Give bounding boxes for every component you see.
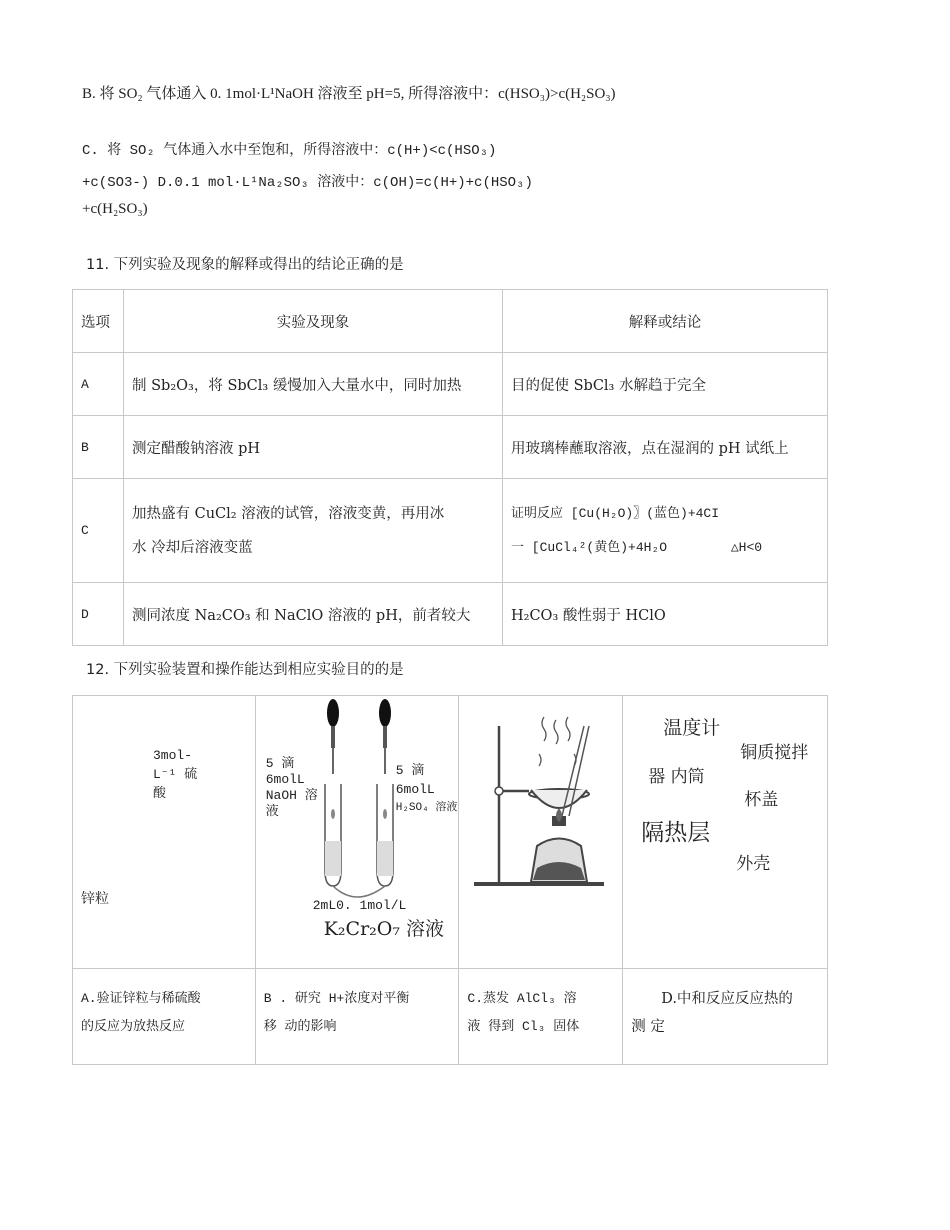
acid-label-line3: 酸	[153, 786, 167, 801]
header-option: 选项	[73, 290, 124, 353]
caption-row	[73, 969, 828, 1065]
caption-a-line1: A.验证锌粒与稀硫酸	[81, 991, 201, 1006]
caption-b-line2: 移 动的影响	[263, 1019, 337, 1034]
q12-title: 12. 下列实验装置和操作能达到相应实验目的的是	[86, 662, 404, 678]
q11-title: 11. 下列实验及现象的解释或得出的结论正确的是	[86, 257, 404, 273]
naoh-label-line3: NaOH 溶	[265, 788, 318, 803]
q11-table	[72, 289, 828, 646]
thermometer-label: 温度计	[663, 717, 721, 739]
option-d-line3: +c(H₂SO₃)	[82, 201, 148, 217]
row-c-con-line2-text: 一 [CuCl₄²(黄色)+4H₂O	[511, 539, 668, 555]
caption-d-text	[623, 969, 827, 1041]
caption-c	[459, 969, 623, 1065]
row-d-conclusion: H₂CO₃ 酸性弱于 HClO	[503, 583, 828, 646]
row-a-option: A	[73, 353, 124, 416]
figure-b-right-label	[396, 761, 458, 818]
row-a-experiment: 制 Sb₂O₃，将 SbCl₃ 缓慢加入大量水中，同时加热	[124, 353, 503, 416]
figure-a-zinc-label: 锌粒	[81, 891, 109, 907]
header-experiment: 实验及现象	[124, 290, 503, 353]
row-c-conclusion	[503, 479, 828, 583]
row-c-con-line3-text: △H<0	[730, 539, 763, 555]
row-c-exp-line1: 加热盛有 CuCl₂ 溶液的试管，溶液变黄，再用冰	[132, 505, 445, 522]
caption-d	[623, 969, 828, 1065]
h2so4-label-line3: H₂SO₄ 溶液	[395, 802, 458, 814]
row-c-con-line1: 证明反应 [Cu(H₂O)〗(蓝色)+4CI	[511, 505, 720, 521]
row-c-exp-line2: 水 冷却后溶液变蓝	[132, 539, 253, 556]
inner-cup-label: 器 内筒	[648, 767, 705, 787]
caption-d-line2: 测 定	[631, 1019, 665, 1035]
caption-a-text	[73, 969, 255, 1041]
outer-shell-label: 外壳	[736, 854, 771, 874]
figure-d-cell	[623, 696, 828, 969]
row-b-conclusion: 用玻璃棒蘸取溶液，点在湿润的 pH 试纸上	[503, 416, 828, 479]
figure-a-acid-label	[153, 746, 197, 803]
caption-c-line1: C.蒸发 AlCl₃ 溶	[467, 991, 577, 1006]
naoh-label-line2: 6molL	[265, 772, 305, 787]
caption-b-line1: B . 研究 H+浓度对平衡	[263, 991, 410, 1006]
row-a-conclusion: 目的促使 SbCl₃ 水解趋于完全	[503, 353, 828, 416]
option-c-line1: C. 将 SO₂ 气体通入水中至饱和，所得溶液中：c(H+)<c(HSO₃)	[82, 143, 497, 159]
caption-a	[73, 969, 256, 1065]
figure-a-cell	[73, 696, 256, 969]
caption-b-text	[256, 969, 459, 1041]
row-c-experiment	[124, 479, 503, 583]
header-conclusion: 解释或结论	[503, 290, 828, 353]
figure-b-left-label	[266, 756, 318, 820]
table-row	[73, 353, 828, 416]
row-c-con-line2	[511, 531, 819, 565]
row-b-experiment: 测定醋酸钠溶液 pH	[124, 416, 503, 479]
table-row	[73, 583, 828, 646]
q12-table	[72, 695, 828, 1065]
table-row	[73, 416, 828, 479]
insulation-label: 隔热层	[641, 820, 711, 846]
acid-label-line2: L⁻¹ 硫	[153, 767, 198, 782]
table-row	[73, 479, 828, 583]
h2so4-label-line1: 5 滴	[395, 763, 425, 778]
stirrer-label: 铜质搅拌	[740, 743, 809, 763]
naoh-label-line4: 液	[265, 804, 279, 819]
caption-a-line2: 的反应为放热反应	[81, 1019, 186, 1034]
naoh-label-line1: 5 滴	[265, 756, 295, 771]
figure-b-cell	[255, 696, 459, 969]
figure-c-cell	[459, 696, 623, 969]
caption-c-line2: 液 得到 Cl₃ 固体	[467, 1019, 580, 1034]
acid-label-line1: 3mol-	[153, 748, 193, 763]
row-c-option: C	[73, 479, 124, 583]
figure-b-bottom-label2: K₂Cr₂O₇ 溶液	[323, 918, 444, 940]
row-b-option: B	[73, 416, 124, 479]
row-d-option: D	[73, 583, 124, 646]
h2so4-label-line2: 6molL	[395, 782, 435, 797]
caption-c-text	[459, 969, 622, 1041]
evaporating-dish-apparatus-icon	[459, 696, 622, 969]
option-b-text: B. 将 SO₂ 气体通入 0. 1mol·L¹NaOH 溶液至 pH=5, 所得溶液中：c(HSO₃)>c(H₂SO₃)	[82, 86, 616, 102]
row-d-experiment: 测同浓度 Na₂CO₃ 和 NaClO 溶液的 pH，前者较大	[124, 583, 503, 646]
lid-label: 杯盖	[744, 790, 779, 810]
figure-b-bottom-label1: 2mL0. 1mol/L	[312, 898, 407, 913]
option-c-line2: +c(SO3-) D.0.1 mol·L¹Na₂SO₃ 溶液中：c(OH)=c(H+)+c(HSO₃)	[82, 175, 533, 191]
table-header-row	[73, 290, 828, 353]
caption-d-line1: D.中和反应反应热的	[661, 991, 793, 1007]
figure-row	[73, 696, 828, 969]
caption-b	[255, 969, 459, 1065]
